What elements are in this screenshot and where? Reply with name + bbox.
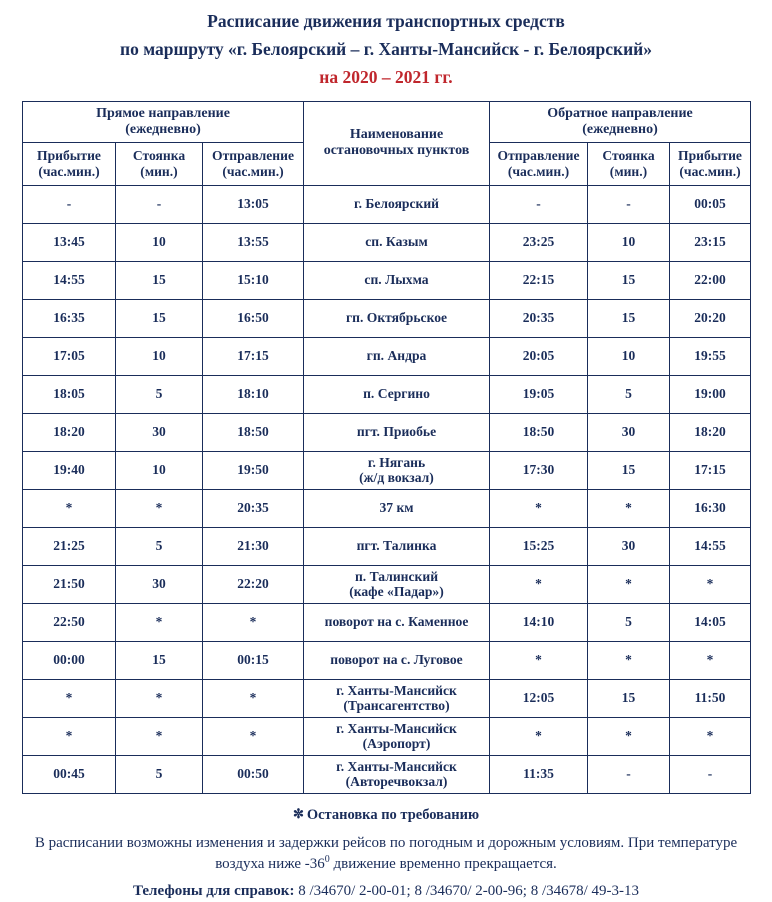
cell-backward-arrival: 16:30 bbox=[670, 489, 751, 527]
cell-forward-arrival: 21:50 bbox=[23, 565, 116, 603]
cell-stop-name bbox=[304, 223, 490, 261]
cell-forward-stay: 15 bbox=[116, 299, 203, 337]
stop-name-line-1: п. Сергино bbox=[363, 386, 430, 402]
schedule-table-container bbox=[22, 101, 750, 794]
stop-name-line-1: г. Белоярский bbox=[353, 196, 440, 212]
cell-stop-name bbox=[304, 375, 490, 413]
cell-backward-stay: * bbox=[588, 641, 670, 679]
cell-backward-arrival: 19:00 bbox=[670, 375, 751, 413]
cell-forward-stay: 30 bbox=[116, 565, 203, 603]
cell-forward-arrival: 19:40 bbox=[23, 451, 116, 489]
cell-backward-departure: - bbox=[490, 185, 588, 223]
stop-name-line-1: пгт. Талинка bbox=[356, 538, 437, 554]
cell-forward-stay: * bbox=[116, 679, 203, 717]
cell-backward-departure: 23:25 bbox=[490, 223, 588, 261]
cell-backward-stay: 15 bbox=[588, 679, 670, 717]
table-row bbox=[23, 185, 751, 223]
table-row bbox=[23, 755, 751, 793]
cell-backward-departure: 15:25 bbox=[490, 527, 588, 565]
forward-direction-frequency: (ежедневно) bbox=[125, 121, 201, 137]
table-row bbox=[23, 565, 751, 603]
cell-forward-departure: 21:30 bbox=[203, 527, 304, 565]
stop-name-line-1: 37 км bbox=[379, 500, 414, 516]
table-row bbox=[23, 299, 751, 337]
cell-backward-departure: * bbox=[490, 717, 588, 755]
cell-backward-arrival: * bbox=[670, 565, 751, 603]
cell-forward-departure: 19:50 bbox=[203, 451, 304, 489]
column-unit: (час.мин.) bbox=[679, 163, 741, 179]
cell-forward-arrival: 18:20 bbox=[23, 413, 116, 451]
cell-backward-departure: 18:50 bbox=[490, 413, 588, 451]
cell-forward-departure: 20:35 bbox=[203, 489, 304, 527]
cell-forward-departure: 17:15 bbox=[203, 337, 304, 375]
cell-forward-departure: 13:05 bbox=[203, 185, 304, 223]
cell-stop-name bbox=[304, 337, 490, 375]
table-row bbox=[23, 641, 751, 679]
cell-backward-departure: 22:15 bbox=[490, 261, 588, 299]
phones-label: Телефоны для справок: bbox=[132, 883, 295, 899]
forward-direction-label: Прямое направление bbox=[96, 105, 230, 121]
table-row bbox=[23, 337, 751, 375]
cell-backward-stay: 10 bbox=[588, 223, 670, 261]
column-label: Прибытие bbox=[37, 148, 101, 164]
column-header-forward-departure bbox=[203, 142, 304, 185]
cell-stop-name bbox=[304, 641, 490, 679]
column-unit: (мин.) bbox=[140, 163, 178, 179]
table-group-header-row bbox=[23, 101, 751, 142]
table-row bbox=[23, 527, 751, 565]
stop-name-line-1: сп. Казым bbox=[365, 234, 428, 250]
cell-forward-stay: 5 bbox=[116, 755, 203, 793]
cell-forward-stay: * bbox=[116, 603, 203, 641]
cell-forward-stay: 5 bbox=[116, 527, 203, 565]
cell-backward-stay: 5 bbox=[588, 375, 670, 413]
table-row bbox=[23, 451, 751, 489]
cell-stop-name bbox=[304, 413, 490, 451]
schedule-table bbox=[22, 101, 751, 794]
column-header-backward-arrival bbox=[670, 142, 751, 185]
cell-forward-arrival: - bbox=[23, 185, 116, 223]
route-subtitle: по маршруту «г. Белоярский – г. Ханты-Мансийск - г. Белоярский» bbox=[119, 38, 653, 59]
cell-backward-stay: * bbox=[588, 565, 670, 603]
cell-forward-stay: 10 bbox=[116, 337, 203, 375]
stop-name-line-2: (Трансагентство) bbox=[343, 698, 450, 713]
cell-forward-arrival: 00:00 bbox=[23, 641, 116, 679]
cell-backward-departure: 11:35 bbox=[490, 755, 588, 793]
table-row bbox=[23, 413, 751, 451]
cell-forward-arrival: 13:45 bbox=[23, 223, 116, 261]
cell-stop-name bbox=[304, 755, 490, 793]
cell-backward-stay: 10 bbox=[588, 337, 670, 375]
cell-forward-departure: 22:20 bbox=[203, 565, 304, 603]
cell-backward-arrival: * bbox=[670, 717, 751, 755]
eight-pointed-asterisk-icon: ✼ bbox=[292, 805, 304, 821]
cell-backward-stay: * bbox=[588, 717, 670, 755]
column-unit: (час.мин.) bbox=[222, 163, 284, 179]
stop-name-line-1: сп. Лыхма bbox=[364, 272, 429, 288]
cell-forward-arrival: 18:05 bbox=[23, 375, 116, 413]
cell-forward-departure: * bbox=[203, 717, 304, 755]
table-row bbox=[23, 717, 751, 755]
legend-on-demand-stop bbox=[22, 806, 750, 833]
cell-forward-stay: - bbox=[116, 185, 203, 223]
backward-direction-frequency: (ежедневно) bbox=[582, 121, 658, 137]
document-footer bbox=[22, 806, 750, 902]
table-row bbox=[23, 375, 751, 413]
cell-stop-name bbox=[304, 185, 490, 223]
cell-backward-arrival: 11:50 bbox=[670, 679, 751, 717]
cell-backward-arrival: 20:20 bbox=[670, 299, 751, 337]
stop-name-line-2: (ж/д вокзал) bbox=[359, 470, 434, 485]
cell-forward-departure: * bbox=[203, 679, 304, 717]
table-row bbox=[23, 679, 751, 717]
cell-backward-arrival: 19:55 bbox=[670, 337, 751, 375]
column-label: Отправление bbox=[212, 148, 294, 164]
cell-forward-stay: 5 bbox=[116, 375, 203, 413]
cell-forward-arrival: 17:05 bbox=[23, 337, 116, 375]
cell-backward-departure: 14:10 bbox=[490, 603, 588, 641]
stop-name-line-1: г. Ханты-Мансийск bbox=[336, 758, 457, 774]
cell-forward-departure: 00:50 bbox=[203, 755, 304, 793]
period-subtitle: на 2020 – 2021 гг. bbox=[319, 67, 453, 87]
stop-name-line-2: (кафе «Падар») bbox=[349, 584, 444, 599]
cell-forward-arrival: * bbox=[23, 679, 116, 717]
cell-forward-stay: 10 bbox=[116, 451, 203, 489]
cell-backward-arrival: 17:15 bbox=[670, 451, 751, 489]
cell-forward-departure: 15:10 bbox=[203, 261, 304, 299]
forward-direction-header bbox=[23, 101, 304, 142]
degree-superscript: 0 bbox=[324, 853, 330, 865]
cell-forward-departure: 16:50 bbox=[203, 299, 304, 337]
cell-stop-name bbox=[304, 261, 490, 299]
table-row bbox=[23, 489, 751, 527]
cell-backward-arrival: 18:20 bbox=[670, 413, 751, 451]
cell-backward-arrival: 23:15 bbox=[670, 223, 751, 261]
stop-name-line-2: (Аэропорт) bbox=[362, 736, 431, 751]
table-head bbox=[23, 101, 751, 185]
column-header-backward-departure bbox=[490, 142, 588, 185]
cell-forward-arrival: 00:45 bbox=[23, 755, 116, 793]
cell-forward-departure: 13:55 bbox=[203, 223, 304, 261]
column-unit: (час.мин.) bbox=[38, 163, 100, 179]
cell-stop-name bbox=[304, 489, 490, 527]
cell-backward-departure: * bbox=[490, 489, 588, 527]
cell-forward-arrival: 14:55 bbox=[23, 261, 116, 299]
backward-direction-label: Обратное направление bbox=[547, 105, 693, 121]
cell-forward-arrival: 16:35 bbox=[23, 299, 116, 337]
phones-value: 8 /34670/ 2-00-01; 8 /34670/ 2-00-96; 8 /34678/ 49-3-13 bbox=[298, 883, 640, 899]
stop-name-line-1: поворот на с. Каменное bbox=[324, 614, 469, 630]
cell-backward-departure: 20:05 bbox=[490, 337, 588, 375]
cell-stop-name bbox=[304, 679, 490, 717]
cell-forward-departure: 18:10 bbox=[203, 375, 304, 413]
cell-backward-stay: * bbox=[588, 489, 670, 527]
cell-forward-arrival: 21:25 bbox=[23, 527, 116, 565]
weather-disclaimer bbox=[22, 833, 750, 883]
cell-backward-arrival: - bbox=[670, 755, 751, 793]
column-unit: (час.мин.) bbox=[507, 163, 570, 179]
table-body bbox=[23, 185, 751, 793]
cell-stop-name bbox=[304, 717, 490, 755]
cell-forward-arrival: * bbox=[23, 489, 116, 527]
cell-backward-stay: 30 bbox=[588, 527, 670, 565]
cell-backward-stay: 15 bbox=[588, 261, 670, 299]
cell-forward-departure: * bbox=[203, 603, 304, 641]
column-label: Стоянка bbox=[132, 148, 186, 164]
column-label: Отправление bbox=[497, 148, 580, 164]
cell-backward-stay: - bbox=[588, 755, 670, 793]
cell-backward-stay: 5 bbox=[588, 603, 670, 641]
cell-backward-arrival: 14:05 bbox=[670, 603, 751, 641]
cell-backward-stay: 15 bbox=[588, 299, 670, 337]
cell-stop-name bbox=[304, 299, 490, 337]
column-unit: (мин.) bbox=[609, 163, 648, 179]
stops-header-line-2: остановочных пунктов bbox=[323, 143, 470, 158]
cell-stop-name bbox=[304, 451, 490, 489]
legend-text: Остановка по требованию bbox=[306, 806, 480, 823]
cell-backward-departure: * bbox=[490, 565, 588, 603]
cell-forward-departure: 00:15 bbox=[203, 641, 304, 679]
cell-backward-stay: 15 bbox=[588, 451, 670, 489]
cell-backward-arrival: 14:55 bbox=[670, 527, 751, 565]
cell-backward-stay: 30 bbox=[588, 413, 670, 451]
cell-backward-departure: 17:30 bbox=[490, 451, 588, 489]
cell-backward-departure: * bbox=[490, 641, 588, 679]
stop-name-line-1: г. Ханты-Мансийск bbox=[336, 682, 457, 698]
column-header-backward-stay bbox=[588, 142, 670, 185]
info-phones bbox=[22, 882, 750, 902]
cell-backward-arrival: * bbox=[670, 641, 751, 679]
column-header-forward-stay bbox=[116, 142, 203, 185]
stop-name-line-1: гп. Андра bbox=[366, 348, 427, 364]
cell-forward-stay: * bbox=[116, 489, 203, 527]
backward-direction-header bbox=[490, 101, 751, 142]
stops-column-header bbox=[304, 101, 490, 185]
cell-forward-departure: 18:50 bbox=[203, 413, 304, 451]
page-title: Расписание движения транспортных средств bbox=[207, 11, 565, 31]
cell-backward-departure: 19:05 bbox=[490, 375, 588, 413]
cell-forward-stay: 30 bbox=[116, 413, 203, 451]
table-row bbox=[23, 261, 751, 299]
document-titles bbox=[0, 0, 772, 87]
stop-name-line-2: (Авторечвокзал) bbox=[345, 774, 448, 789]
stop-name-line-1: пгт. Приобье bbox=[356, 424, 437, 440]
cell-forward-arrival: * bbox=[23, 717, 116, 755]
stop-name-line-1: г. Ханты-Мансийск bbox=[336, 720, 457, 736]
cell-forward-stay: 10 bbox=[116, 223, 203, 261]
cell-stop-name bbox=[304, 565, 490, 603]
cell-stop-name bbox=[304, 527, 490, 565]
cell-forward-arrival: 22:50 bbox=[23, 603, 116, 641]
cell-backward-departure: 20:35 bbox=[490, 299, 588, 337]
cell-forward-stay: * bbox=[116, 717, 203, 755]
stop-name-line-1: поворот на с. Луговое bbox=[330, 652, 463, 668]
stop-name-line-1: п. Талинский bbox=[354, 568, 439, 584]
cell-backward-arrival: 22:00 bbox=[670, 261, 751, 299]
cell-backward-arrival: 00:05 bbox=[670, 185, 751, 223]
table-row bbox=[23, 603, 751, 641]
disclaimer-part-2: движение временно прекращается. bbox=[329, 855, 557, 872]
stop-name-line-1: г. Нягань bbox=[367, 454, 426, 470]
stops-header-line-1: Наименование bbox=[349, 127, 444, 143]
cell-stop-name bbox=[304, 603, 490, 641]
disclaimer-part-1: В расписании возможны изменения и задержки рейсов по погодным и дорожным условиям. При температуре воздуха ниже -36 bbox=[34, 834, 738, 872]
column-header-forward-arrival bbox=[23, 142, 116, 185]
table-row bbox=[23, 223, 751, 261]
cell-forward-stay: 15 bbox=[116, 261, 203, 299]
stop-name-line-1: гп. Октябрьское bbox=[345, 310, 448, 326]
column-label: Стоянка bbox=[602, 148, 655, 164]
cell-backward-stay: - bbox=[588, 185, 670, 223]
cell-backward-departure: 12:05 bbox=[490, 679, 588, 717]
cell-forward-stay: 15 bbox=[116, 641, 203, 679]
column-label: Прибытие bbox=[678, 148, 742, 164]
